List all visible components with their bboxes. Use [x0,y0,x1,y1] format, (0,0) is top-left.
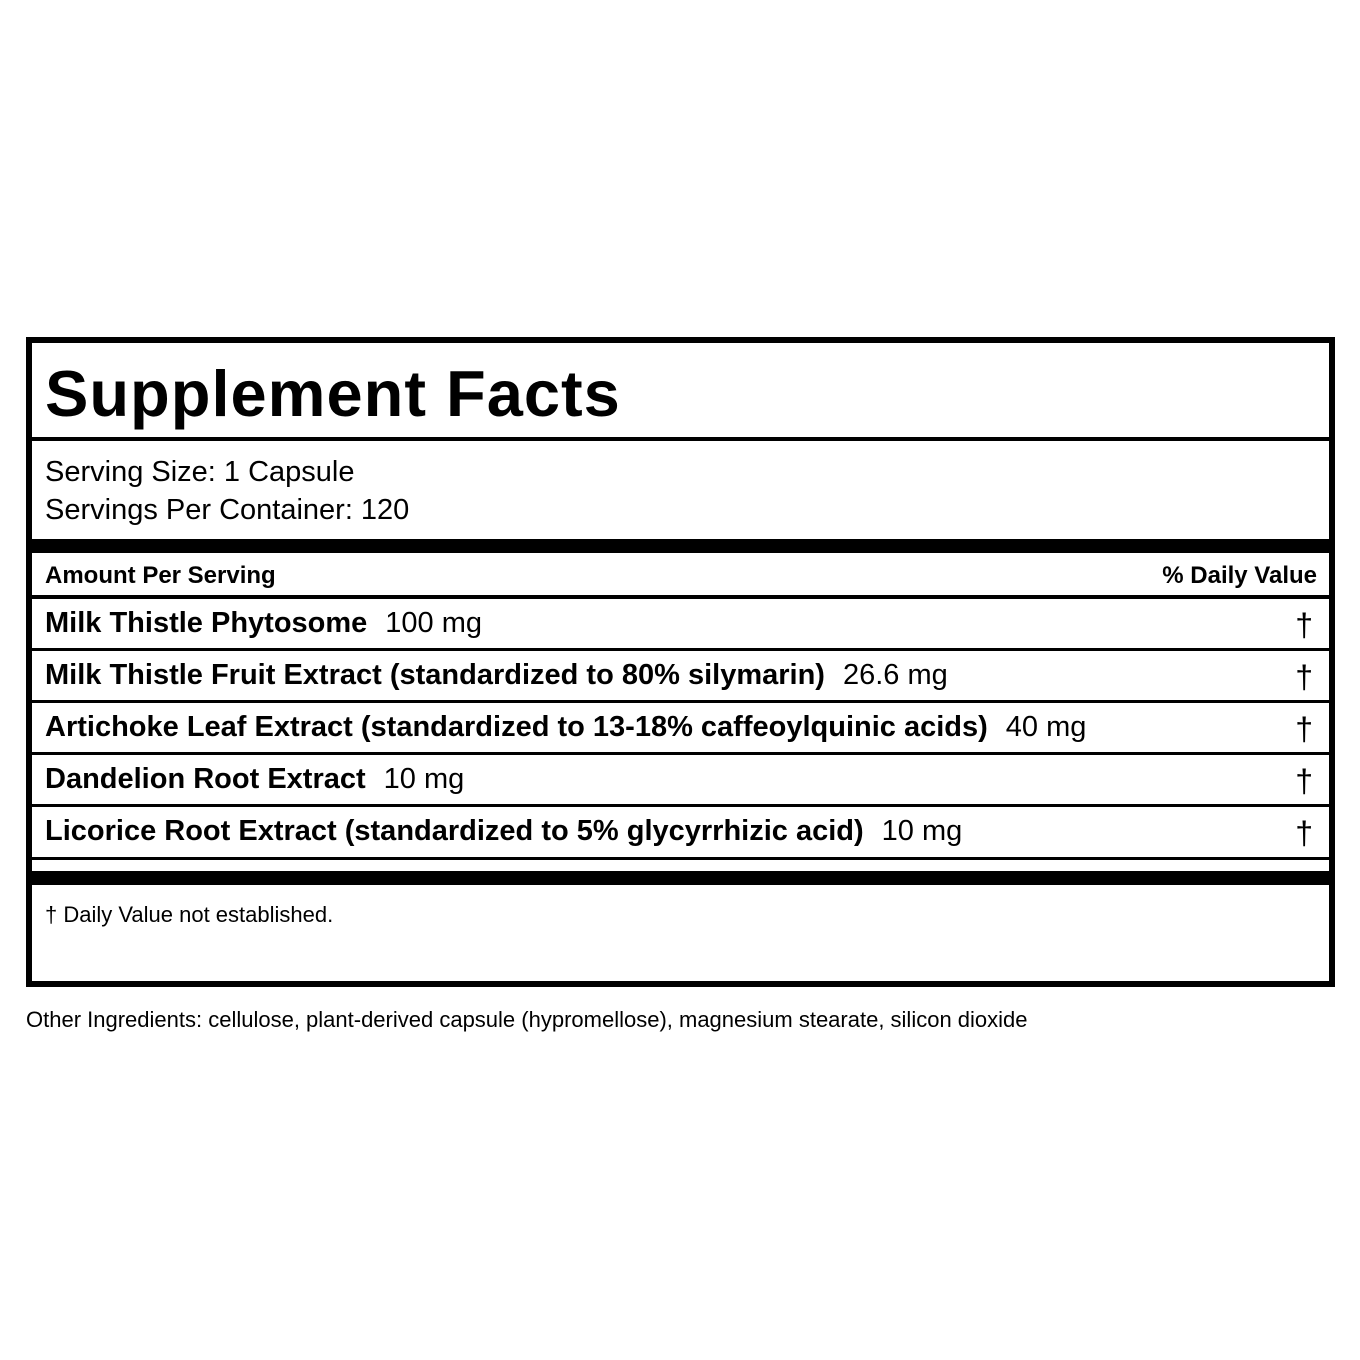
footnote: † Daily Value not established. [45,902,334,927]
nutrient-amount: 100 mg [385,607,483,639]
serving-info [32,441,1329,539]
nutrient-daily-value: † [1295,763,1313,799]
supplement-facts-panel [26,337,1335,987]
panel-title: Supplement Facts [45,357,621,430]
thick-divider [32,871,1329,885]
serving-size: Serving Size: 1 Capsule [45,456,355,488]
nutrient-daily-value: † [1295,815,1313,851]
nutrient-row [32,807,1329,860]
nutrient-text [45,609,482,638]
nutrient-name: Dandelion Root Extract [45,763,366,795]
thick-divider [32,539,1329,553]
column-header-row [32,553,1329,599]
nutrient-daily-value: † [1295,607,1313,643]
amount-per-serving-header: Amount Per Serving [45,562,276,589]
nutrient-name: Artichoke Leaf Extract (standardized to 13-18% caffeoylquinic acids) [45,711,988,743]
nutrient-amount: 26.6 mg [842,659,948,691]
nutrient-text [45,661,948,690]
nutrient-text [45,713,1086,742]
nutrient-text [45,765,464,794]
nutrient-name: Milk Thistle Fruit Extract (standardized to 80% silymarin) [45,659,825,691]
spacer [32,860,1329,871]
nutrient-row [32,703,1329,755]
nutrient-row [32,599,1329,651]
daily-value-header: % Daily Value [1162,562,1317,589]
nutrient-amount: 40 mg [1005,711,1087,743]
nutrient-daily-value: † [1295,659,1313,695]
other-ingredients: Other Ingredients: cellulose, plant-derived capsule (hypromellose), magnesium stearate, silicon dioxide [26,1007,1028,1032]
title-block [32,343,1329,441]
nutrient-daily-value: † [1295,711,1313,747]
nutrient-text [45,817,962,846]
nutrient-amount: 10 mg [383,763,465,795]
nutrient-row [32,755,1329,807]
nutrient-row [32,651,1329,703]
nutrient-amount: 10 mg [881,815,963,847]
nutrient-name: Milk Thistle Phytosome [45,607,368,639]
nutrient-name: Licorice Root Extract (standardized to 5% glycyrrhizic acid) [45,815,864,847]
servings-per-container: Servings Per Container: 120 [45,494,410,526]
